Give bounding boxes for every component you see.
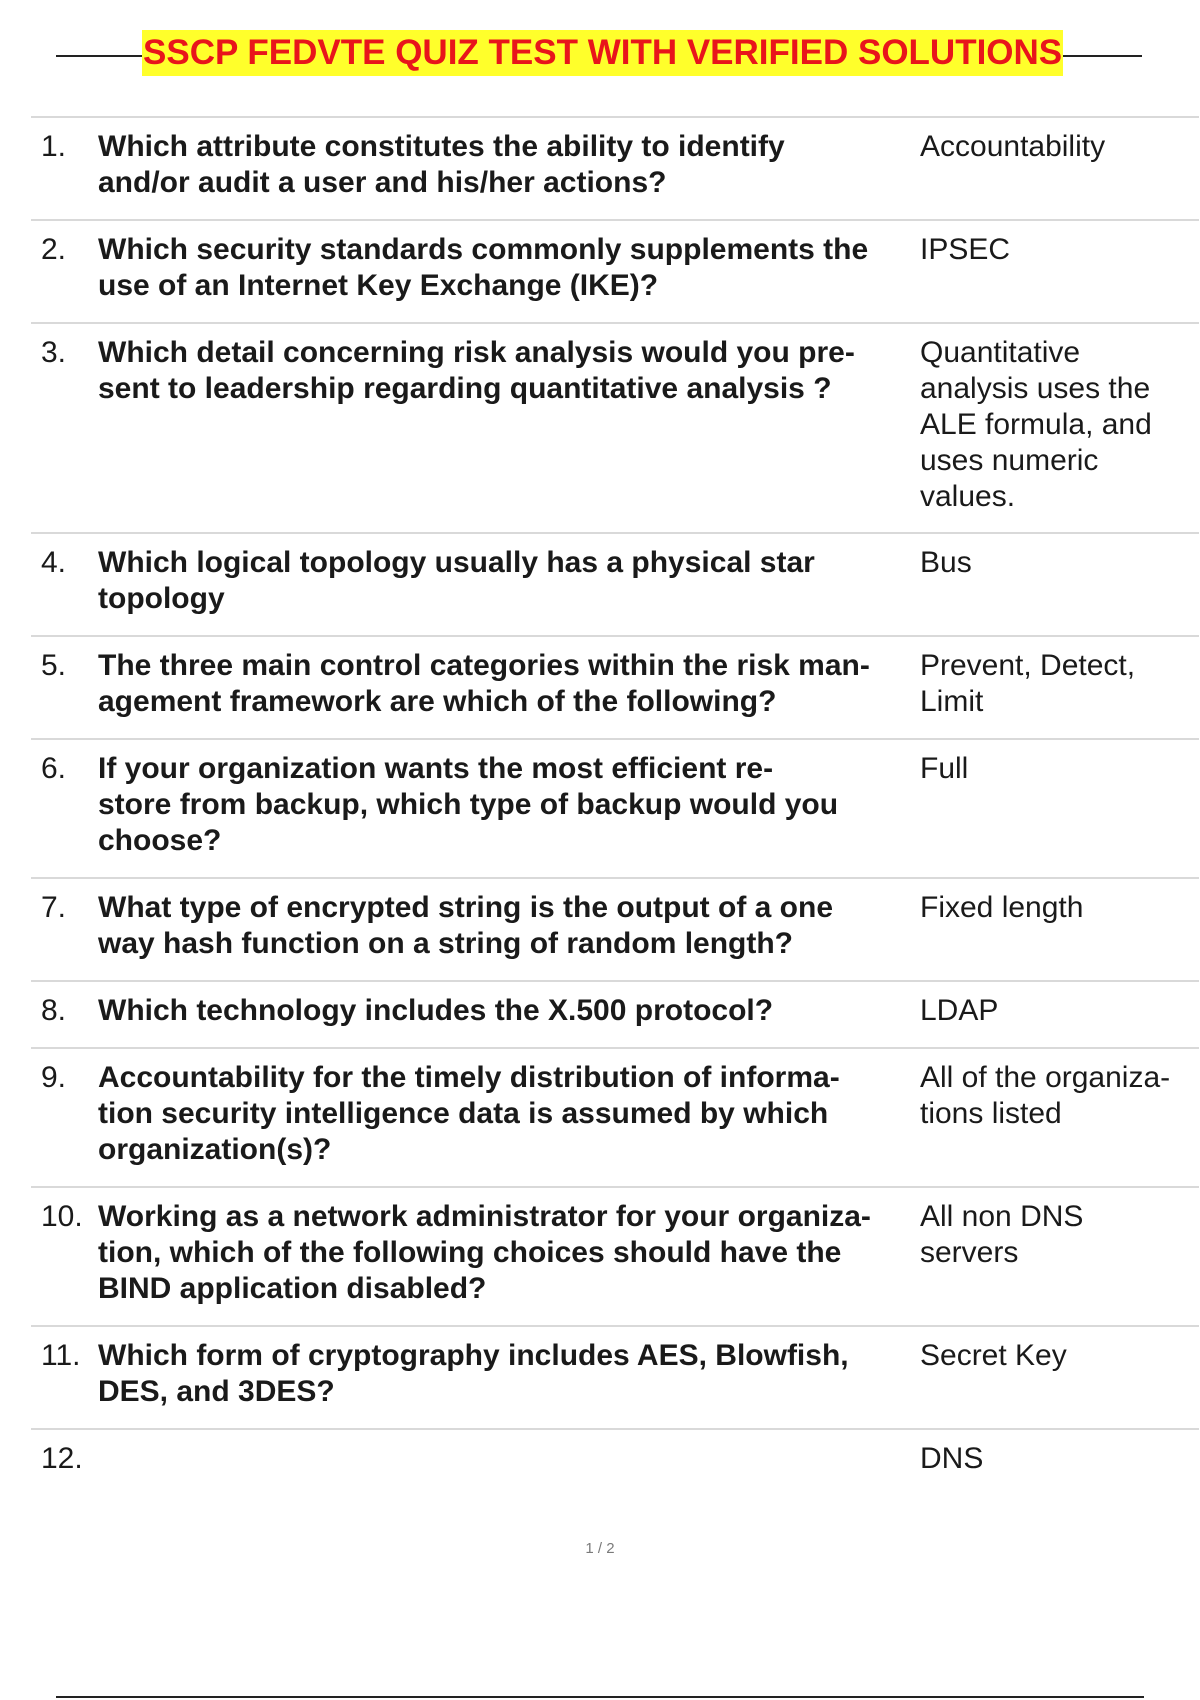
answer-text: Prevent, Detect, Limit: [920, 649, 1136, 718]
qa-row: [31, 877, 1199, 980]
answer-text: All of the organiza- tions listed: [920, 1061, 1171, 1130]
qa-row: [31, 635, 1199, 738]
question-text: The three main control categories within the risk man- agement framework are which of the following?: [98, 649, 870, 718]
question-number: 9.: [41, 1061, 67, 1094]
question-number: 4.: [41, 546, 67, 579]
answer-text: Accountability: [920, 130, 1106, 163]
footer-rule: [56, 1696, 1144, 1698]
answer-text: DNS: [920, 1442, 984, 1475]
document-title: SSCP FEDVTE QUIZ TEST WITH VERIFIED SOLUTIONS: [142, 30, 1063, 76]
question-text: Which detail concerning risk analysis would you pre- sent to leadership regarding quantitative analysis ?: [98, 336, 855, 405]
qa-row: [31, 322, 1199, 532]
qa-row: [31, 738, 1199, 877]
answer-text: All non DNS servers: [920, 1200, 1084, 1269]
qa-list: [31, 116, 1199, 1495]
question-text: Which logical topology usually has a physical star topology: [98, 546, 815, 615]
question-number: 5.: [41, 649, 67, 682]
question-text: Working as a network administrator for your organiza- tion, which of the following choices should have the BIND application disabled?: [98, 1200, 871, 1305]
question-number: 11.: [41, 1339, 81, 1372]
question-text: Accountability for the timely distribution of informa- tion security intelligence data is assumed by which organization(s)?: [98, 1061, 840, 1166]
question-text: Which attribute constitutes the ability to identify and/or audit a user and his/her actions?: [98, 130, 785, 199]
qa-row: [31, 1428, 1199, 1495]
question-number: 8.: [41, 994, 67, 1027]
question-text: Which security standards commonly supplements the use of an Internet Key Exchange (IKE)?: [98, 233, 869, 302]
question-number: 1.: [41, 130, 67, 163]
answer-text: Bus: [920, 546, 972, 579]
answer-text: LDAP: [920, 994, 999, 1027]
question-text: What type of encrypted string is the output of a one way hash function on a string of random length?: [98, 891, 834, 960]
question-number: 7.: [41, 891, 67, 924]
qa-row: [31, 116, 1199, 219]
answer-text: Secret Key: [920, 1339, 1067, 1372]
question-number: 6.: [41, 752, 67, 785]
qa-row: [31, 980, 1199, 1047]
qa-row: [31, 219, 1199, 322]
question-number: 2.: [41, 233, 67, 266]
answer-text: Quantitative analysis uses the ALE formula, and uses numeric values.: [920, 336, 1152, 513]
qa-row: [31, 532, 1199, 635]
qa-row: [31, 1325, 1199, 1428]
question-text: Which technology includes the X.500 protocol?: [98, 994, 774, 1027]
answer-text: Fixed length: [920, 891, 1084, 924]
question-number: 10.: [41, 1200, 83, 1233]
page-indicator: 1 / 2: [585, 1540, 615, 1557]
question-number: 12.: [41, 1442, 83, 1475]
answer-text: Full: [920, 752, 969, 785]
question-text: If your organization wants the most efficient re- store from backup, which type of backup would you choose?: [98, 752, 839, 857]
qa-row: [31, 1047, 1199, 1186]
question-number: 3.: [41, 336, 67, 369]
answer-text: IPSEC: [920, 233, 1011, 266]
question-text: Which form of cryptography includes AES, Blowfish, DES, and 3DES?: [98, 1339, 849, 1408]
qa-row: [31, 1186, 1199, 1325]
document-header: [56, 30, 1142, 76]
